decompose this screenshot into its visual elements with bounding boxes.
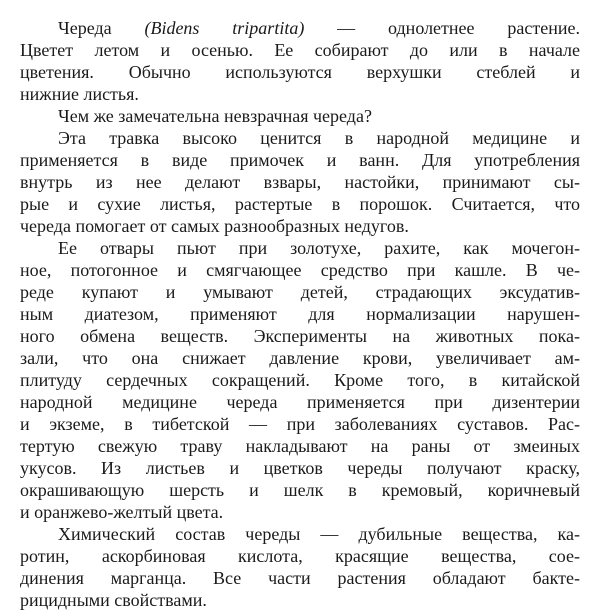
text-line: Чем же замечательна невзрачная череда? xyxy=(58,106,372,126)
text-segment: Череда xyxy=(58,18,145,38)
text-line: зали, что она снижает давление крови, увеличивает ам- xyxy=(20,348,580,368)
text-line: рицидными свойствами. xyxy=(20,590,207,610)
text-line: и экземе, в тибетской — при заболеваниях суставов. Рас- xyxy=(20,414,580,434)
text-line: Цветет летом и осенью. Ее собирают до или в начале xyxy=(20,40,580,60)
text-line: ным диатезом, применяют для нормализации нарушен- xyxy=(20,304,580,324)
text-line: тертую свежую траву накладывают на раны от змеиных xyxy=(20,436,580,456)
text-line: реде купают и умывают детей, страдающих эксудатив- xyxy=(20,282,580,302)
text-line: Ее отвары пьют при золотухе, рахите, как мочегон- xyxy=(58,238,580,258)
text-line: рые и сухие листья, растертые в порошок. Считается, что xyxy=(20,194,580,214)
text-line: ное, потогонное и смягчающее средство при кашле. В че- xyxy=(20,260,580,280)
text-line: внутрь из нее делают взвары, настойки, принимают сы- xyxy=(20,172,580,192)
text-line: цветения. Обычно используются верхушки стеблей и xyxy=(20,62,580,82)
text-line: нижние листья. xyxy=(20,84,139,104)
text-line: и оранжево-желтый цвета. xyxy=(20,502,224,522)
text-line xyxy=(20,17,580,39)
text-segment: — однолетнее растение. xyxy=(304,18,580,38)
text-line: ротин, аскорбиновая кислота, красящие вещества, сое- xyxy=(20,546,580,566)
latin-name: (Bidens tripartita) xyxy=(144,18,305,38)
document-page xyxy=(20,17,580,611)
text-line: Эта травка высоко ценится в народной медицине и xyxy=(58,128,580,148)
text-line: динения марганца. Все части растения обладают бакте- xyxy=(20,568,580,588)
text-line: череда помогает от самых разнообразных недугов. xyxy=(20,216,409,236)
text-line: укусов. Из листьев и цветков череды получают краску, xyxy=(20,458,580,478)
text-line: народной медицине череда применяется при дизентерии xyxy=(20,392,580,412)
text-line: плитуду сердечных сокращений. Кроме того, в китайской xyxy=(20,370,580,390)
text-line: применяется в виде примочек и ванн. Для употребления xyxy=(20,150,580,170)
text-line: Химический состав череды — дубильные вещества, ка- xyxy=(58,524,580,544)
text-line: ного обмена веществ. Эксперименты на животных пока- xyxy=(20,326,580,346)
text-line: окрашивающую шерсть и шелк в кремовый, коричневый xyxy=(20,480,580,500)
